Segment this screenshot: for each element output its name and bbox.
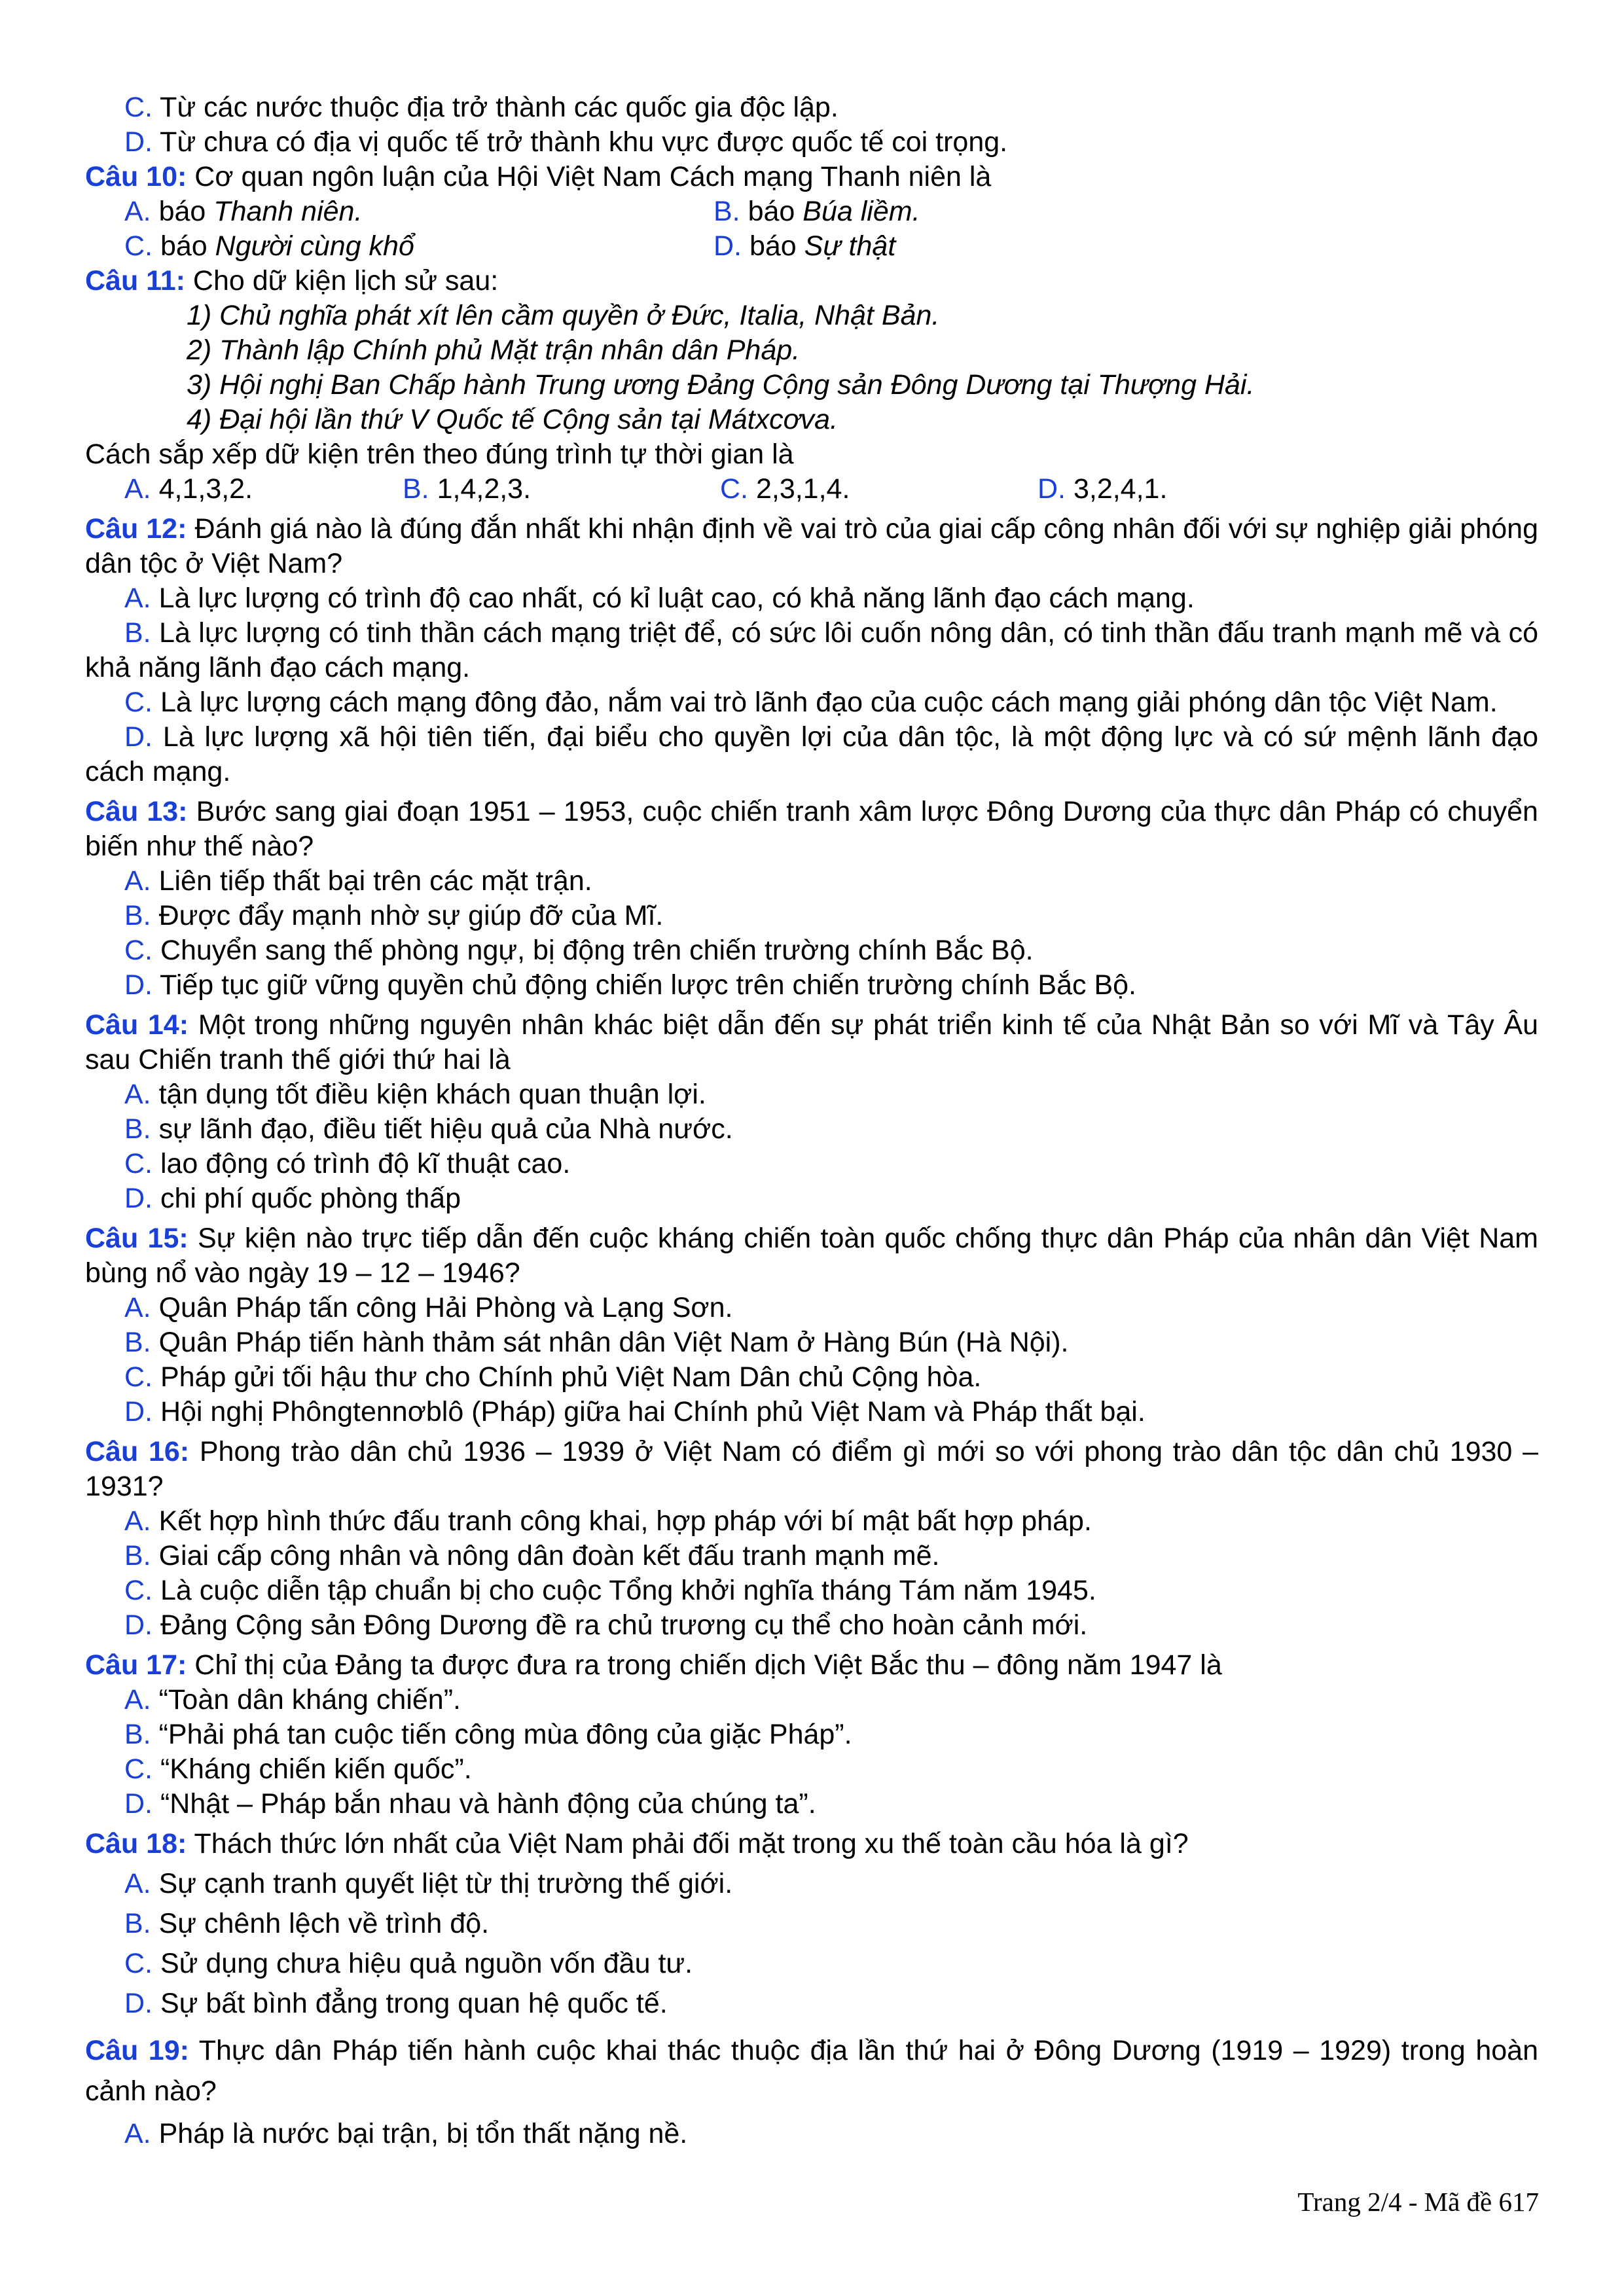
option-letter: C. <box>124 1361 153 1393</box>
option-13-c <box>124 933 1538 968</box>
option-text: báo <box>749 230 804 262</box>
option-letter: B. <box>124 617 151 649</box>
question-15 <box>85 1221 1538 1291</box>
option-17-c <box>124 1752 1538 1787</box>
option-text: Quân Pháp tiến hành thảm sát nhân dân Việt Nam ở Hàng Bún (Hà Nội). <box>158 1327 1069 1358</box>
option-11-b <box>403 472 720 507</box>
option-9-c <box>124 90 1538 125</box>
option-16-c <box>124 1573 1538 1608</box>
option-9-d <box>124 125 1538 160</box>
option-letter: C. <box>124 935 153 966</box>
option-15-a <box>124 1291 1538 1325</box>
option-letter: C. <box>124 1753 153 1785</box>
option-11-c <box>720 472 1038 507</box>
option-letter: D. <box>124 1396 153 1427</box>
option-letter: C. <box>124 230 153 262</box>
option-11-d <box>1038 472 1355 507</box>
option-17-b <box>124 1717 1538 1752</box>
option-text: 2,3,1,4. <box>755 473 850 505</box>
option-10-d <box>713 229 1434 264</box>
option-letter: C. <box>124 1148 153 1179</box>
option-18-c <box>124 1946 1538 1981</box>
option-text: Hội nghị Phôngtennơblô (Pháp) giữa hai Chính phủ Việt Nam và Pháp thất bại. <box>160 1396 1146 1427</box>
option-letter: B. <box>124 900 151 931</box>
option-letter: D. <box>124 969 153 1001</box>
option-text: tận dụng tốt điều kiện khách quan thuận lợi. <box>158 1079 706 1110</box>
option-letter: D. <box>124 1183 153 1214</box>
option-letter: C. <box>124 1575 153 1606</box>
option-13-d <box>124 968 1538 1003</box>
option-text: Pháp là nước bại trận, bị tổn thất nặng nề. <box>158 2118 688 2149</box>
option-text-italic: Sự thật <box>804 230 896 262</box>
question-label: Câu 19: <box>85 2035 189 2066</box>
option-14-c <box>124 1147 1538 1181</box>
option-letter: C. <box>124 687 153 718</box>
event-item: 2) Thành lập Chính phủ Mặt trận nhân dân Pháp. <box>187 334 801 366</box>
option-text: Là lực lượng có trình độ cao nhất, có kỉ luật cao, có khả năng lãnh đạo cách mạng. <box>158 583 1195 614</box>
option-text: Sự bất bình đẳng trong quan hệ quốc tế. <box>160 1988 668 2019</box>
option-text: Là cuộc diễn tập chuẩn bị cho cuộc Tổng khởi nghĩa tháng Tám năm 1945. <box>160 1575 1096 1606</box>
option-12-d <box>85 720 1538 789</box>
option-letter: A. <box>124 583 151 614</box>
option-letter: C. <box>124 92 153 123</box>
option-13-a <box>124 864 1538 899</box>
option-17-a <box>124 1683 1538 1717</box>
options-10-row-1 <box>85 194 1538 229</box>
option-letter: B. <box>124 1719 151 1750</box>
option-text: Sử dụng chưa hiệu quả nguồn vốn đầu tư. <box>160 1948 693 1979</box>
option-letter: A. <box>124 1505 151 1537</box>
question-12 <box>85 512 1538 581</box>
option-text: Quân Pháp tấn công Hải Phòng và Lạng Sơn. <box>158 1292 733 1323</box>
question-14 <box>85 1008 1538 1077</box>
option-text: Là lực lượng cách mạng đông đảo, nắm vai trò lãnh đạo của cuộc cách mạng giải phóng dân tộc Việt Nam. <box>160 687 1498 718</box>
question-text: Đánh giá nào là đúng đắn nhất khi nhận định về vai trò của giai cấp công nhân đối với sự nghiệp giải phóng dân tộc ở Việt Nam? <box>85 513 1538 579</box>
option-text: chi phí quốc phòng thấp <box>160 1183 461 1214</box>
option-letter: D. <box>713 230 742 262</box>
event-item: 4) Đại hội lần thứ V Quốc tế Cộng sản tại Mátxcơva. <box>187 404 838 435</box>
option-letter: D. <box>124 1988 153 2019</box>
option-letter: A. <box>124 1292 151 1323</box>
option-letter: B. <box>713 196 740 227</box>
question-16 <box>85 1435 1538 1504</box>
option-16-d <box>124 1608 1538 1643</box>
option-text: “Kháng chiến kiến quốc”. <box>160 1753 472 1785</box>
option-letter: A. <box>124 196 151 227</box>
option-text: Sự chênh lệch về trình độ. <box>158 1908 490 1939</box>
option-text-italic: Búa liềm. <box>803 196 920 227</box>
exam-content <box>85 90 1538 2151</box>
option-letter: A. <box>124 1079 151 1110</box>
option-text: sự lãnh đạo, điều tiết hiệu quả của Nhà nước. <box>158 1113 733 1145</box>
question-label: Câu 14: <box>85 1009 189 1041</box>
question-label: Câu 17: <box>85 1649 187 1681</box>
option-text: Là lực lượng xã hội tiên tiến, đại biểu cho quyền lợi của dân tộc, là một động lực và có sứ mệnh lãnh đạo cách mạng. <box>85 721 1538 787</box>
option-letter: B. <box>124 1540 151 1571</box>
option-12-b <box>85 616 1538 685</box>
option-text-italic: Thanh niên. <box>213 196 363 227</box>
option-text: Từ các nước thuộc địa trở thành các quốc gia độc lập. <box>160 92 839 123</box>
option-15-d <box>124 1395 1538 1429</box>
question-18 <box>85 1827 1538 1861</box>
option-16-b <box>124 1539 1538 1573</box>
question-13 <box>85 795 1538 864</box>
option-text: Từ chưa có địa vị quốc tế trở thành khu vực được quốc tế coi trọng. <box>160 126 1008 158</box>
option-letter: A. <box>124 865 151 897</box>
option-letter: D. <box>124 721 153 753</box>
option-18-d <box>124 1986 1538 2021</box>
option-letter: D. <box>1038 473 1066 505</box>
option-15-c <box>124 1360 1538 1395</box>
option-letter: D. <box>124 1788 153 1820</box>
option-text-italic: Người cùng khổ <box>215 230 414 262</box>
option-text: “Nhật – Pháp bắn nhau và hành động của chúng ta”. <box>160 1788 816 1820</box>
option-text: Pháp gửi tối hậu thư cho Chính phủ Việt Nam Dân chủ Cộng hòa. <box>160 1361 982 1393</box>
option-letter: B. <box>124 1327 151 1358</box>
question-label: Câu 16: <box>85 1436 190 1467</box>
option-text: Sự cạnh tranh quyết liệt từ thị trường thế giới. <box>158 1868 733 1899</box>
option-11-a <box>85 472 403 507</box>
option-letter: D. <box>124 1609 153 1641</box>
question-text: Cho dữ kiện lịch sử sau: <box>192 265 499 296</box>
option-19-a <box>124 2117 1538 2151</box>
question-prompt: Cách sắp xếp dữ kiện trên theo đúng trình tự thời gian là <box>85 439 794 470</box>
question-label: Câu 18: <box>85 1828 187 1859</box>
option-12-a <box>85 581 1538 616</box>
option-text: 4,1,3,2. <box>158 473 253 505</box>
option-text: “Phải phá tan cuộc tiến công mùa đông của giặc Pháp”. <box>158 1719 852 1750</box>
option-text: báo <box>748 196 803 227</box>
question-label: Câu 13: <box>85 796 188 827</box>
option-14-a <box>124 1077 1538 1112</box>
option-text: báo <box>160 230 215 262</box>
option-text: Chuyển sang thế phòng ngự, bị động trên chiến trường chính Bắc Bộ. <box>160 935 1034 966</box>
option-text: Được đẩy mạnh nhờ sự giúp đỡ của Mĩ. <box>158 900 664 931</box>
question-text: Chỉ thị của Đảng ta được đưa ra trong chiến dịch Việt Bắc thu – đông năm 1947 là <box>194 1649 1222 1681</box>
page-footer: Trang 2/4 - Mã đề 617 <box>1297 2187 1539 2217</box>
option-text: “Toàn dân kháng chiến”. <box>158 1684 461 1715</box>
question-text: Cơ quan ngôn luận của Hội Việt Nam Cách mạng Thanh niên là <box>194 161 992 192</box>
option-12-c <box>85 685 1538 720</box>
option-18-b <box>124 1907 1538 1941</box>
question-label: Câu 12: <box>85 513 187 545</box>
option-text: Là lực lượng có tinh thần cách mạng triệt để, có sức lôi cuốn nông dân, có tinh thần đấu tranh mạnh mẽ và có khả năng lãnh đạo cách mạng. <box>85 617 1538 683</box>
option-text: 3,2,4,1. <box>1073 473 1168 505</box>
option-10-c <box>85 229 713 264</box>
option-letter: C. <box>124 1948 153 1979</box>
question-11 <box>85 264 1538 298</box>
option-13-b <box>124 899 1538 933</box>
question-19 <box>85 2030 1538 2111</box>
option-letter: A. <box>124 2118 151 2149</box>
event-item: 1) Chủ nghĩa phát xít lên cầm quyền ở Đức, Italia, Nhật Bản. <box>187 300 940 331</box>
option-text: báo <box>158 196 214 227</box>
question-text: Sự kiện nào trực tiếp dẫn đến cuộc kháng chiến toàn quốc chống thực dân Pháp của nhân dân Việt Nam bùng nổ vào ngày 19 – 12 – 1946? <box>85 1223 1538 1289</box>
option-letter: B. <box>124 1908 151 1939</box>
question-label: Câu 11: <box>85 265 185 296</box>
option-letter: A. <box>124 1684 151 1715</box>
option-text: Đảng Cộng sản Đông Dương đề ra chủ trương cụ thể cho hoàn cảnh mới. <box>160 1609 1088 1641</box>
option-14-b <box>124 1112 1538 1147</box>
option-letter: A. <box>124 473 151 505</box>
option-text: lao động có trình độ kĩ thuật cao. <box>160 1148 571 1179</box>
option-text: Liên tiếp thất bại trên các mặt trận. <box>158 865 592 897</box>
question-17 <box>85 1648 1538 1683</box>
options-10-row-2 <box>85 229 1538 264</box>
option-text: 1,4,2,3. <box>437 473 532 505</box>
option-10-b <box>713 194 1434 229</box>
question-text: Một trong những nguyên nhân khác biệt dẫn đến sự phát triển kinh tế của Nhật Bản so với Mĩ và Tây Âu sau Chiến tranh thế giới thứ hai là <box>85 1009 1538 1075</box>
question-text: Phong trào dân chủ 1936 – 1939 ở Việt Nam có điểm gì mới so với phong trào dân tộc dân chủ 1930 – 1931? <box>85 1436 1538 1502</box>
option-letter: D. <box>124 126 153 158</box>
option-18-a <box>124 1867 1538 1901</box>
event-item: 3) Hội nghị Ban Chấp hành Trung ương Đảng Cộng sản Đông Dương tại Thượng Hải. <box>187 369 1255 401</box>
option-15-b <box>124 1325 1538 1360</box>
question-text: Bước sang giai đoạn 1951 – 1953, cuộc chiến tranh xâm lược Đông Dương của thực dân Pháp có chuyển biến như thế nào? <box>85 796 1538 862</box>
option-10-a <box>85 194 713 229</box>
option-text: Tiếp tục giữ vững quyền chủ động chiến lược trên chiến trường chính Bắc Bộ. <box>160 969 1136 1001</box>
option-letter: B. <box>403 473 429 505</box>
question-label: Câu 15: <box>85 1223 189 1254</box>
option-14-d <box>124 1181 1538 1216</box>
question-text: Thách thức lớn nhất của Việt Nam phải đối mặt trong xu thế toàn cầu hóa là gì? <box>194 1828 1189 1859</box>
option-letter: C. <box>720 473 748 505</box>
option-letter: B. <box>124 1113 151 1145</box>
question-10 <box>85 160 1538 194</box>
option-text: Kết hợp hình thức đấu tranh công khai, hợp pháp với bí mật bất hợp pháp. <box>158 1505 1092 1537</box>
question-label: Câu 10: <box>85 161 187 192</box>
option-letter: A. <box>124 1868 151 1899</box>
question-text: Thực dân Pháp tiến hành cuộc khai thác thuộc địa lần thứ hai ở Đông Dương (1919 – 1929) trong hoàn cảnh nào? <box>85 2035 1538 2107</box>
options-11-row <box>85 472 1538 507</box>
option-16-a <box>124 1504 1538 1539</box>
option-17-d <box>124 1787 1538 1821</box>
option-text: Giai cấp công nhân và nông dân đoàn kết đấu tranh mạnh mẽ. <box>158 1540 940 1571</box>
